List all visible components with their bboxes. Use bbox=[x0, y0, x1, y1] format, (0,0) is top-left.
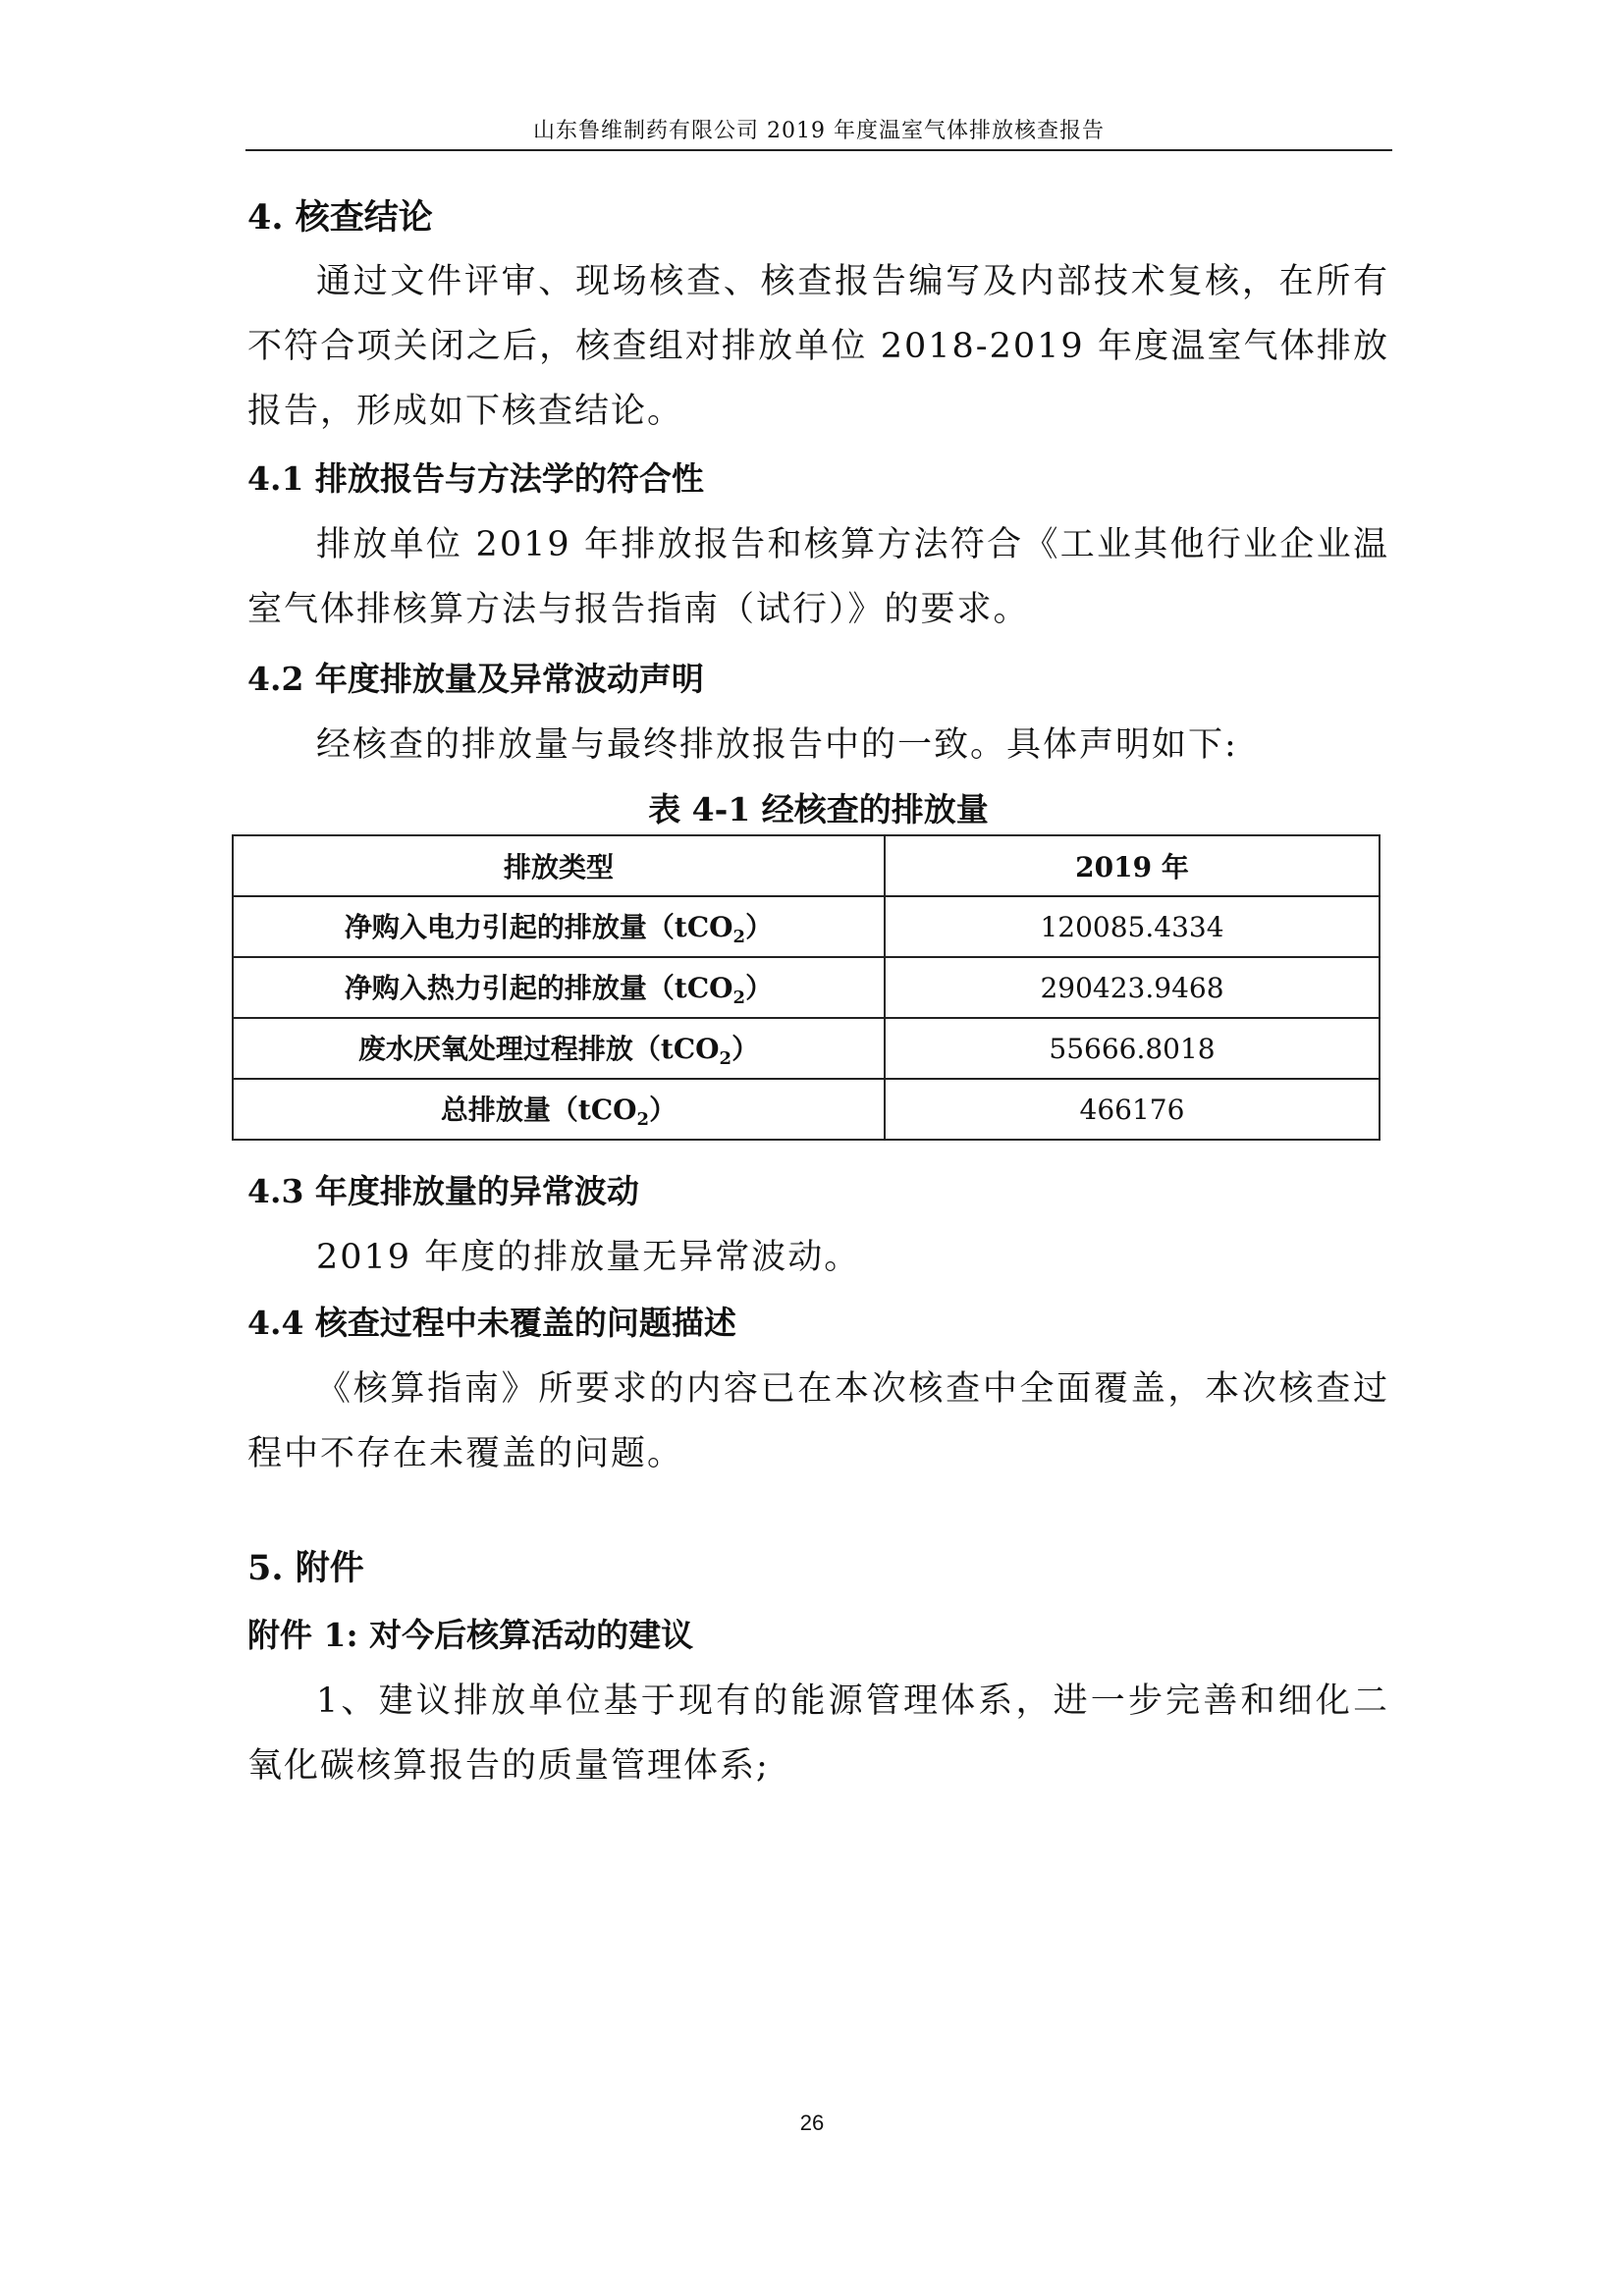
section-4-4-heading: 4.4 核查过程中未覆盖的问题描述 bbox=[247, 1304, 736, 1342]
annex-1-heading: 附件 1: 对今后核算活动的建议 bbox=[247, 1616, 694, 1654]
row-value: 466176 bbox=[885, 1079, 1380, 1140]
row-value: 120085.4334 bbox=[885, 896, 1380, 957]
column-header-type: 排放类型 bbox=[233, 835, 885, 896]
section-4-intro: 通过文件评审、现场核查、核查报告编写及内部技术复核，在所有不符合项关闭之后，核查组对排放单位 2018-2019 年度温室气体排放报告，形成如下核查结论。 bbox=[247, 262, 1389, 431]
row-label: 总排放量（tCO$_2$） bbox=[233, 1079, 885, 1140]
section-4-4-text: 《核算指南》所要求的内容已在本次核查中全面覆盖，本次核查过程中不存在未覆盖的问题。 bbox=[247, 1369, 1389, 1473]
page-content bbox=[247, 192, 1389, 1798]
section-4-3-heading: 4.3 年度排放量的异常波动 bbox=[247, 1172, 639, 1210]
table-header-row bbox=[233, 835, 1380, 896]
table-row bbox=[233, 957, 1380, 1018]
running-header: 山东鲁维制药有限公司 2019 年度温室气体排放核查报告 bbox=[533, 119, 1105, 143]
section-4-1-heading: 4.1 排放报告与方法学的符合性 bbox=[247, 459, 704, 498]
section-5-heading: 5. 附件 bbox=[247, 1548, 364, 1588]
emissions-table bbox=[232, 834, 1380, 1141]
row-value: 55666.8018 bbox=[885, 1018, 1380, 1079]
section-4-3-text: 2019 年度的排放量无异常波动。 bbox=[316, 1238, 861, 1277]
page-number: 26 bbox=[799, 2110, 825, 2135]
table-caption: 表 4-1 经核查的排放量 bbox=[648, 790, 989, 828]
row-label: 净购入电力引起的排放量（tCO$_2$） bbox=[233, 896, 885, 957]
column-header-year: 2019 年 bbox=[885, 835, 1380, 896]
table-row bbox=[233, 1018, 1380, 1079]
section-4-heading: 4. 核查结论 bbox=[247, 197, 433, 238]
header-divider bbox=[245, 149, 1392, 151]
section-4-2-text: 经核查的排放量与最终排放报告中的一致。具体声明如下: bbox=[316, 725, 1238, 765]
row-label: 净购入热力引起的排放量（tCO$_2$） bbox=[233, 957, 885, 1018]
section-4-1-text: 排放单位 2019 年排放报告和核算方法符合《工业其他行业企业温室气体排核算方法与报告指南（试行）》的要求。 bbox=[247, 525, 1389, 629]
table-row bbox=[233, 1079, 1380, 1140]
section-4-2-heading: 4.2 年度排放量及异常波动声明 bbox=[247, 660, 704, 698]
table-row bbox=[233, 896, 1380, 957]
row-label: 废水厌氧处理过程排放（tCO$_2$） bbox=[233, 1018, 885, 1079]
row-value: 290423.9468 bbox=[885, 957, 1380, 1018]
annex-1-item-1: 1、建议排放单位基于现有的能源管理体系，进一步完善和细化二氧化碳核算报告的质量管理体系; bbox=[247, 1682, 1389, 1786]
